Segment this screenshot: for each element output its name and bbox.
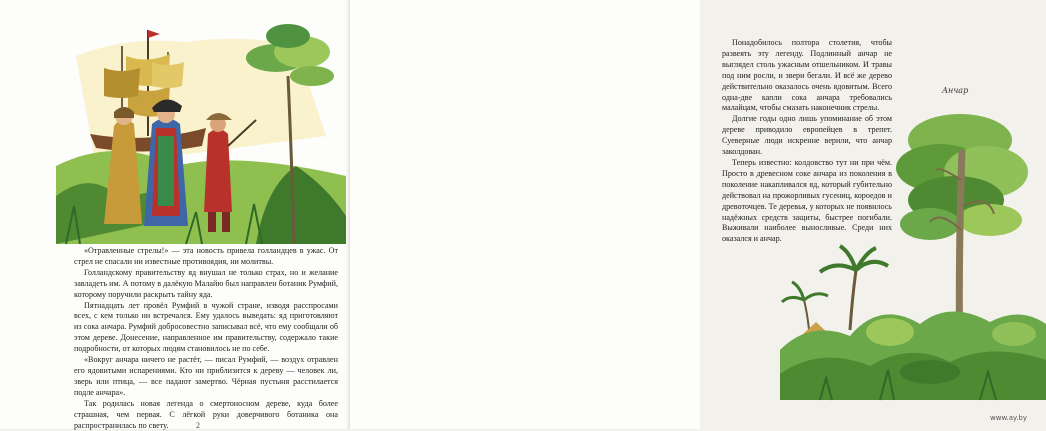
page-number: 2 <box>196 421 200 430</box>
illustration-caption: Анчар <box>942 86 969 95</box>
paragraph: Голландскому правительству яд внушал не только страх, но и желание завладеть им. А потому в далёкую Малайю был направлен ботаник Румфий, которому поручили раскрыть тайну яда. <box>74 267 338 299</box>
paragraph: Пятнадцать лет провёл Румфий в чужой стране, изводя расспросами всех, с кем только ни встречался. Ему удалось выведать: яд приготовляют из сока анчара. Румфий добросовестно записывал всё, что ему сообщали об этом дереве. Донесение, направленное им правительству, содержало такие подробности, от которых людям становилось не по себе. <box>74 300 338 354</box>
left-page <box>0 0 349 429</box>
right-page <box>350 0 1028 429</box>
right-illustration <box>780 110 1046 400</box>
left-illustration <box>56 16 346 244</box>
paragraph: «Отравленные стрелы!» — эта новость привела голландцев в ужас. От стрел не спасали ни известные противоядия, ни молитвы. <box>74 246 338 266</box>
paragraph: «Вокруг анчара ничего не растёт, — писал Румфий, — воздух отравлен его ядовитыми испарениями. Кто ни приблизится к дереву — человек ли, зверь или птица, — все падают замертво. Чёрная пустыня расстилается подле анчара». <box>74 355 338 397</box>
paragraph: Понадобилось полтора столетия, чтобы развеять эту легенду. Подлинный анчар не выглядел столь ужасным отшельником. И травы под ним росли, и звери бегали. И всё же дерево действительно оказалось очень ядовитым. Всего одна-две капли сока анчара требовались малайцам, чтобы смазать наконечник стрелы. <box>722 38 892 113</box>
anchar-tree-illustration <box>780 110 1046 400</box>
dutch-sailors-illustration <box>56 16 346 244</box>
left-page-text <box>74 246 338 431</box>
paragraph: Долгие годы одно лишь упоминание об этом дереве приводило европейцев в трепет. Суеверные люди искренне верили, что анчар заколдован. <box>722 114 892 157</box>
paragraph: Теперь известно: колдовство тут ни при чём. Просто в древесном соке анчара из поколения в поколение накапливался яд, который губительно действовал на прожорливых гусениц, короедов и древоточцев. Те деревья, у которых не появилось надёжных средств защиты, быстрее погибали. Выживали наиболее выносливые. Среди них оказался и анчар. <box>722 157 892 244</box>
watermark: www.ay.by <box>990 414 1028 422</box>
paragraph: Так родилась новая легенда о смертоносном дереве, куда более страшная, чем первая. С лёгкой руки доверчивого ботаника она распространилась по свету. <box>74 398 338 430</box>
